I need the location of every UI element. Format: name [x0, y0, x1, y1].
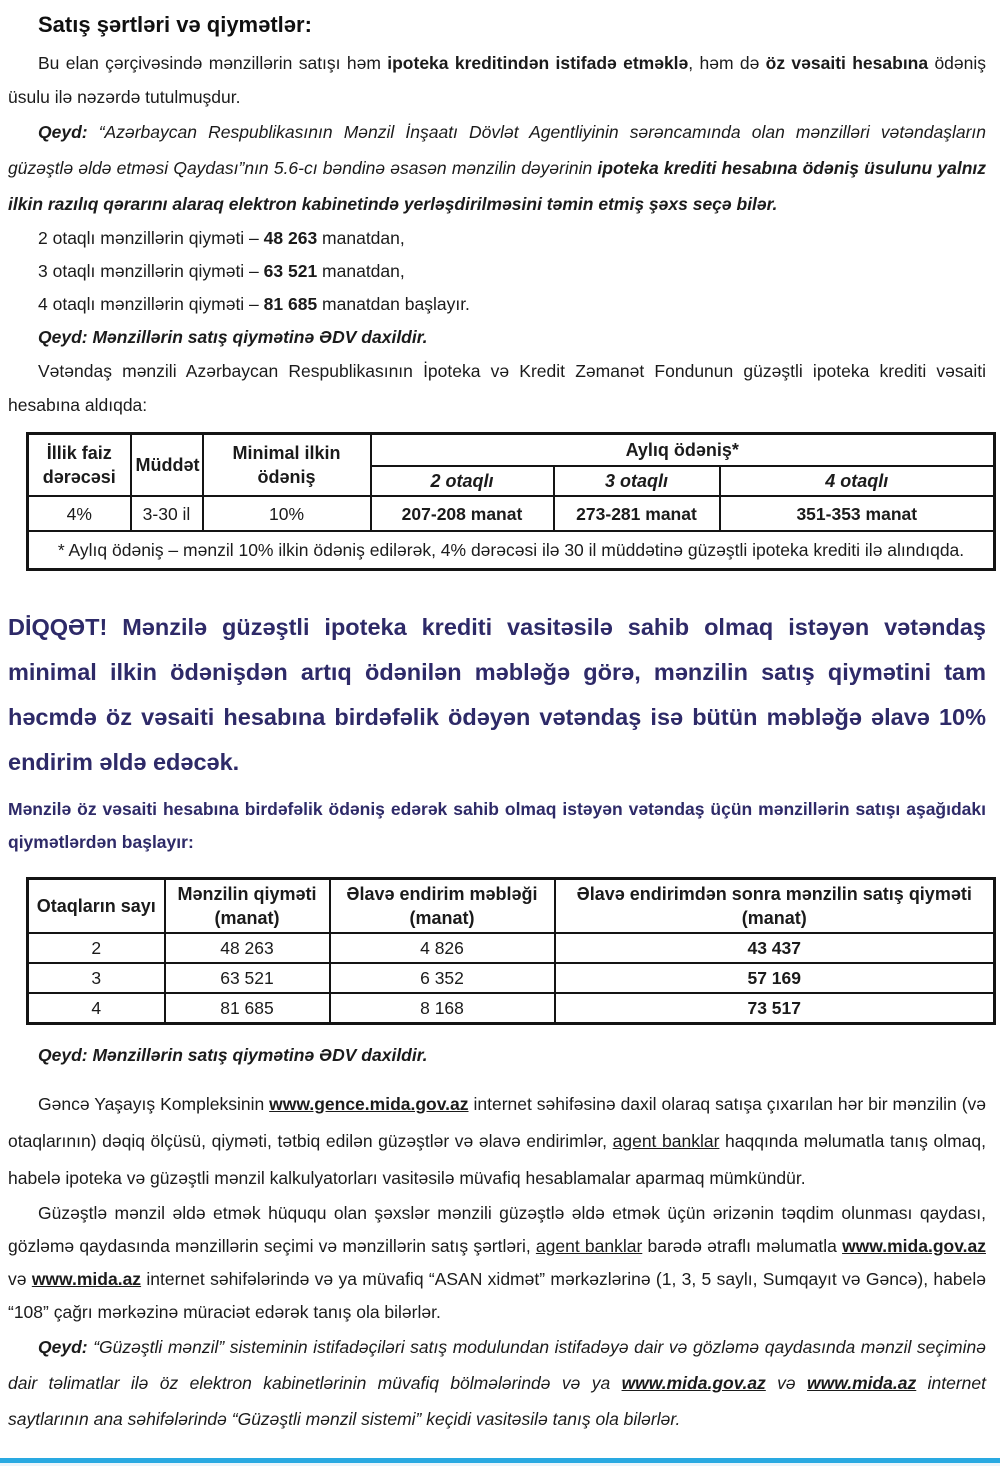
- price-value: 48 263: [263, 228, 318, 248]
- table-row: [28, 993, 995, 1024]
- text-run: internet səhifəsinə daxil olaraq satışa çıxarılan hər bir mənzilin (və otaqlarının) dəqiq ölçüsü, qiyməti, tətbiq edilən güzəştlər və əlavə endirimlər,: [8, 1094, 986, 1151]
- cell-payment-2-rooms: 207-208 manat: [371, 496, 554, 531]
- note-label: Qeyd:: [38, 1337, 94, 1357]
- col-header-monthly-payment: Aylıq ödəniş*: [371, 434, 995, 467]
- note-paragraph-rule: [8, 114, 986, 222]
- cell-discount: 6 352: [330, 963, 555, 993]
- cell-rooms: 3: [28, 963, 165, 993]
- text-run: haqqında məlumatla tanış olmaq, habelə ipoteka və güzəştli mənzil kalkulyatorları vasitəsilə müvafiq hesablamalar aparmaq mümkündür.: [8, 1131, 986, 1188]
- bold-phrase-condition: ipoteka krediti hesabına ödəniş üsulunu yalnız ilkin razılıq qərarını alaraq elektron kabinetində yerləşdirilməsini təmin etmiş şəxs seçə bilər.: [8, 158, 986, 214]
- header-title: Otaqların sayı: [36, 896, 156, 916]
- discount-prices-table: [26, 877, 996, 1025]
- price-value: 81 685: [263, 294, 318, 314]
- note-label: Qeyd:: [38, 122, 99, 142]
- price-line-2-rooms: [8, 222, 986, 255]
- mida-az-link[interactable]: www.mida.az: [807, 1373, 917, 1393]
- col-header-term: Müddət: [131, 434, 203, 497]
- cell-price: 81 685: [165, 993, 330, 1024]
- table-footnote: * Aylıq ödəniş – mənzil 10% ilkin ödəniş edilərək, 4% dərəcəsi ilə 30 il müddətinə güzəştli ipoteka krediti ilə alındıqda.: [28, 531, 995, 570]
- col-header-apartment-price: [165, 879, 330, 934]
- text-run: , həm də: [688, 53, 766, 73]
- col-header-price-after-discount: [555, 879, 995, 934]
- cell-discount: 4 826: [330, 933, 555, 963]
- text-run: Bu elan çərçivəsində mənzillərin satışı həm: [38, 53, 388, 73]
- bold-phrase-own-funds: öz vəsaiti hesabına: [765, 53, 929, 73]
- cell-downpayment: 10%: [203, 496, 371, 531]
- text-run: internet səhifələrində və ya müvafiq “ASAN xidmət” mərkəzlərinə (1, 3, 5 saylı, Sumqayıt və Gəncə), habelə “108” çağrı mərkəzinə müraciət edərək tanış ola bilərlər.: [8, 1269, 986, 1322]
- text-run: və: [8, 1269, 32, 1289]
- col-header-room-count: [28, 879, 165, 934]
- page-title: Satış şərtləri və qiymətlər:: [38, 12, 312, 37]
- vat-note-2: Qeyd: Mənzillərin satış qiymətinə ƏDV daxildir.: [38, 1045, 428, 1065]
- col-header-extra-discount: [330, 879, 555, 934]
- mida-gov-link[interactable]: www.mida.gov.az: [842, 1236, 986, 1256]
- cell-final-price: 57 169: [555, 963, 995, 993]
- header-unit: (manat): [741, 908, 807, 928]
- text-run: barədə ətraflı məlumatla: [642, 1236, 843, 1256]
- fund-paragraph: Vətəndaş mənzili Azərbaycan Respublikasının İpoteka və Kredit Zəmanət Fondunun güzəştli ipoteka krediti vəsaiti hesabına aldıqda:: [8, 361, 986, 415]
- table-row: [28, 933, 995, 963]
- table-header-row: [28, 879, 995, 934]
- header-unit: (manat): [214, 908, 280, 928]
- cell-price: 48 263: [165, 933, 330, 963]
- price-value: 63 521: [263, 261, 318, 281]
- mida-gov-link[interactable]: www.mida.gov.az: [621, 1373, 766, 1393]
- header-title: Əlavə endirim məbləği: [346, 884, 538, 904]
- gence-mida-link[interactable]: www.gence.mida.gov.az: [269, 1094, 469, 1114]
- cell-rooms: 4: [28, 993, 165, 1024]
- cell-final-price: 43 437: [555, 933, 995, 963]
- text-run: 4 otaqlı mənzillərin qiyməti –: [38, 294, 264, 314]
- table-row: [28, 963, 995, 993]
- col-header-min-downpayment: Minimal ilkin ödəniş: [203, 434, 371, 497]
- agent-banks-link[interactable]: agent banklar: [535, 1236, 643, 1256]
- cell-rate: 4%: [28, 496, 131, 531]
- text-run: manatdan,: [317, 261, 405, 281]
- table-row: [28, 496, 995, 531]
- text-run: manatdan başlayır.: [317, 294, 470, 314]
- cell-price: 63 521: [165, 963, 330, 993]
- text-run: “Güzəştli mənzil” sisteminin istifadəçiləri satış modulundan istifadəyə dair və gözləmə qaydasında mənzil seçiminə dair təlimatlar ilə öz elektron kabinetlərinin müvafiq bölmələrində və ya: [8, 1337, 986, 1393]
- header-title: Mənzilin qiyməti: [177, 884, 317, 904]
- col-header-annual-rate: İllik faiz dərəcəsi: [28, 434, 131, 497]
- text-run: Gəncə Yaşayış Kompleksinin: [38, 1094, 270, 1114]
- attention-paragraph: DİQQƏT! Mənzilə güzəştli ipoteka krediti vasitəsilə sahib olmaq istəyən vətəndaş minimal ilkin ödənişdən artıq ödənilən məbləğə görə, mənzilin satış qiymətini tam həcmdə öz vəsaiti hesabına birdəfəlik ödəyən vətəndaş isə bütün məbləğə əlavə 10% endirim əldə edəcək.: [8, 614, 986, 775]
- text-run: 2 otaqlı mənzillərin qiyməti –: [38, 228, 264, 248]
- cell-rooms: 2: [28, 933, 165, 963]
- cell-payment-4-rooms: 351-353 manat: [720, 496, 995, 531]
- subheader-3-rooms: 3 otaqlı: [554, 466, 720, 496]
- text-run: “Azərbaycan Respublikasının Mənzil İnşaatı Dövlət Agentliyinin sərəncamında olan mənzilləri vətəndaşların güzəştlə əldə etməsi Qaydası”nın 5.6-cı bəndinə əsasən mənzilin dəyərinin: [8, 122, 986, 178]
- text-run: manatdan,: [317, 228, 405, 248]
- vat-note: Qeyd: Mənzillərin satış qiymətinə ƏDV daxildir.: [38, 327, 428, 347]
- agent-banks-link[interactable]: agent banklar: [612, 1131, 720, 1151]
- text-run: və: [765, 1373, 808, 1393]
- cell-discount: 8 168: [330, 993, 555, 1024]
- bold-phrase-mortgage: ipoteka kreditindən istifadə etməklə: [387, 53, 689, 73]
- subheader-4-rooms: 4 otaqlı: [720, 466, 995, 496]
- gence-website-paragraph: [8, 1086, 986, 1197]
- table-footnote-row: [28, 531, 995, 570]
- intro-paragraph: [8, 46, 986, 114]
- text-run: Güzəştlə mənzil əldə etmək hüququ olan şəxslər mənzili güzəştlə əldə etmək üçün ərizənin təqdim olunması qaydası, gözləmə qaydasında mənzillərin seçimi və mənzillərin satış şərtləri,: [8, 1203, 986, 1256]
- price-line-3-rooms: [8, 255, 986, 288]
- mida-az-link[interactable]: www.mida.az: [31, 1269, 142, 1289]
- text-run: internet saytlarının ana səhifələrində “Güzəştli mənzil sistemi” keçidi vasitəsilə tanış ola bilərlər.: [8, 1373, 986, 1429]
- cell-term: 3-30 il: [131, 496, 203, 531]
- table-header-row: [28, 434, 995, 467]
- mortgage-terms-table: [26, 432, 996, 571]
- subheader-2-rooms: 2 otaqlı: [371, 466, 554, 496]
- header-title: Əlavə endirimdən sonra mənzilin satış qiyməti: [576, 884, 972, 904]
- text-run: ödəniş üsulu ilə nəzərdə tutulmuşdur.: [8, 53, 987, 107]
- price-line-4-rooms: [8, 288, 986, 321]
- header-unit: (manat): [409, 908, 475, 928]
- cell-payment-3-rooms: 273-281 manat: [554, 496, 720, 531]
- note-paragraph-system: [8, 1329, 986, 1437]
- application-info-paragraph: [8, 1197, 986, 1329]
- text-run: 3 otaqlı mənzillərin qiyməti –: [38, 261, 264, 281]
- cash-payment-paragraph: Mənzilə öz vəsaiti hesabına birdəfəlik ödəniş edərək sahib olmaq istəyən vətəndaş üçün mənzillərin satışı aşağıdakı qiymətlərdən başlayır:: [8, 799, 986, 852]
- cell-final-price: 73 517: [555, 993, 995, 1024]
